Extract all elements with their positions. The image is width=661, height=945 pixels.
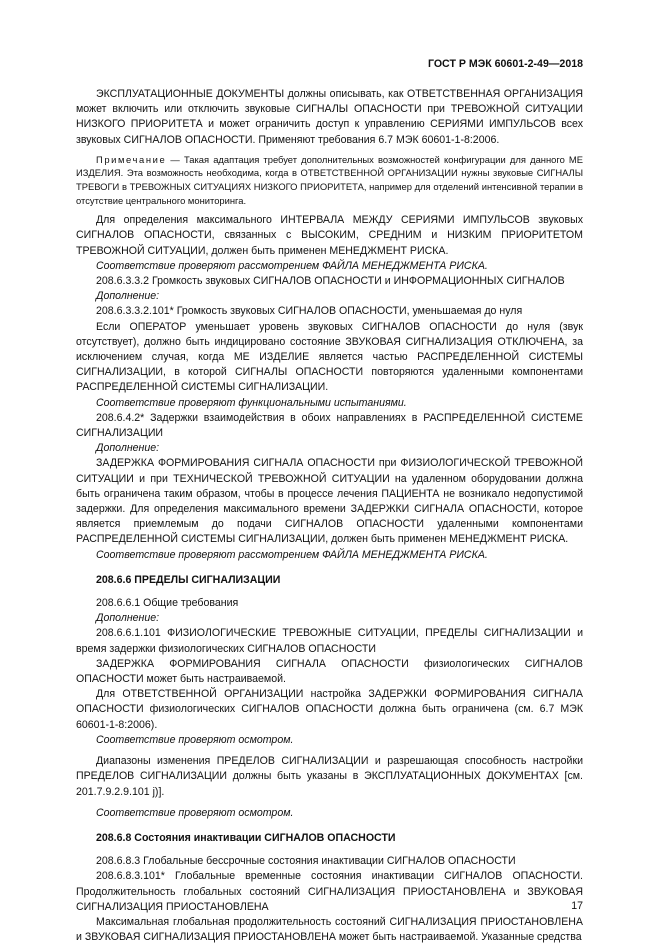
compliance-text: Соответствие проверяют осмотром.: [96, 806, 294, 819]
clause-title: 208.6.3.3.2 Громкость звуковых СИГНАЛОВ ОПАСНОСТИ и ИНФОРМАЦИОННЫХ СИГНАЛОВ: [96, 275, 565, 287]
document-header: ГОСТ Р МЭК 60601-2-49—2018: [427, 58, 583, 70]
section-heading: 208.6.8 Состояния инактивации СИГНАЛОВ ОПАСНОСТИ: [96, 831, 396, 844]
note-label: Примечание: [96, 153, 167, 165]
paragraph: Для ОТВЕТСТВЕННОЙ ОРГАНИЗАЦИИ настройка ЗАДЕРЖКИ ФОРМИРОВАНИЯ СИГНАЛА ОПАСНОСТИ физиологических СИГНАЛОВ ОПАСНОСТИ должна быть ограничена (см. 6.7 МЭК 60601-1-8:2006).: [76, 688, 583, 731]
addition-label: Дополнение:: [96, 612, 160, 625]
paragraph: ЗАДЕРЖКА ФОРМИРОВАНИЯ СИГНАЛА ОПАСНОСТИ физиологических СИГНАЛОВ ОПАСНОСТИ может быть настраиваемой.: [76, 657, 583, 686]
clause-title: 208.6.3.3.2.101* Громкость звуковых СИГНАЛОВ ОПАСНОСТИ, уменьшаемая до нуля: [96, 305, 523, 318]
addition-label: Дополнение:: [96, 290, 160, 303]
paragraph: ЭКСПЛУАТАЦИОННЫЕ ДОКУМЕНТЫ должны описывать, как ОТВЕТСТВЕННАЯ ОРГАНИЗАЦИЯ может включить или отключить звуковые СИГНАЛЫ ОПАСНОСТИ при ТРЕВОЖНОЙ СИТУАЦИИ НИЗКОГО ПРИОРИТЕТА и может ограничить доступ к управлению СЕРИЯМИ ИМПУЛЬСОВ всех звуковых СИГНАЛОВ ОПАСНОСТИ. Применяют требования 6.7 МЭК 60601-1-8:2006.: [76, 88, 583, 146]
paragraph: ЗАДЕРЖКА ФОРМИРОВАНИЯ СИГНАЛА ОПАСНОСТИ при ФИЗИОЛОГИЧЕСКОЙ ТРЕВОЖНОЙ СИТУАЦИИ и при ТЕХНИЧЕСКОЙ ТРЕВОЖНОЙ СИТУАЦИИ на удаленном оборудовании должна быть ограничена таким образом, чтобы в процессе лечения ПАЦИЕНТА не возникало недопустимой задержки. Для определения максимального времени ЗАДЕРЖКИ СИГНАЛА ОПАСНОСТИ, которое является приемлемым до подачи СИГНАЛОВ ОПАСНОСТИ удаленными компонентами РАСПРЕДЕЛЕННОЙ СИСТЕМЫ СИГНАЛИЗАЦИИ, должен быть применен МЕНЕДЖМЕНТ РИСКА.: [76, 457, 583, 546]
clause-title: 208.6.6.1.101 ФИЗИОЛОГИЧЕСКИЕ ТРЕВОЖНЫЕ СИТУАЦИИ, ПРЕДЕЛЫ СИГНАЛИЗАЦИИ и время задержки физиологических СИГНАЛОВ ОПАСНОСТИ: [76, 627, 583, 655]
compliance-text: Соответствие проверяют рассмотрением ФАЙЛА МЕНЕДЖМЕНТА РИСКА.: [96, 259, 488, 272]
compliance-text: Соответствие проверяют функциональными испытаниями.: [96, 396, 407, 409]
page-number: 17: [571, 900, 583, 912]
page-content: [76, 87, 583, 945]
paragraph: Если ОПЕРАТОР уменьшает уровень звуковых СИГНАЛОВ ОПАСНОСТИ до нуля (звук отсутствует), должно быть индицировано состояние ЗВУКОВАЯ СИГНАЛИЗАЦИЯ ОТКЛЮЧЕНА, за исключением случая, когда МЕ ИЗДЕЛИЕ является частью РАСПРЕДЕЛЕННОЙ СИСТЕМЫ СИГНАЛИЗАЦИИ, в которой СИГНАЛЫ ОПАСНОСТИ повторяются удаленными компонентами РАСПРЕДЕЛЕННОЙ СИСТЕМЫ СИГНАЛИЗАЦИИ.: [76, 320, 583, 394]
compliance-text: Соответствие проверяют осмотром.: [96, 733, 294, 746]
paragraph: Для определения максимального ИНТЕРВАЛА МЕЖДУ СЕРИЯМИ ИМПУЛЬСОВ звуковых СИГНАЛОВ ОПАСНОСТИ, связанных с ВЫСОКИМ, СРЕДНИМ и НИЗКИМ ПРИОРИТЕТОМ ТРЕВОЖНОЙ СИТУАЦИИ, должен быть применен МЕНЕДЖМЕНТ РИСКА.: [76, 214, 583, 257]
paragraph: Максимальная глобальная продолжительность состояний СИГНАЛИЗАЦИЯ ПРИОСТАНОВЛЕНА и ЗВУКОВАЯ СИГНАЛИЗАЦИЯ ПРИОСТАНОВЛЕНА может быть настраиваемой. Указанные средства: [76, 915, 583, 944]
note-dash: —: [166, 153, 184, 165]
clause-title: 208.6.8.3 Глобальные бессрочные состояния инактивации СИГНАЛОВ ОПАСНОСТИ: [96, 855, 516, 868]
clause-title: 208.6.8.3.101* Глобальные временные состояния инактивации СИГНАЛОВ ОПАСНОСТИ. Продолжительность глобальных состояний СИГНАЛИЗАЦИЯ ПРИОСТАНОВЛЕНА и ЗВУКОВАЯ СИГНАЛИЗАЦИЯ ПРИОСТАНОВЛЕНА: [76, 870, 583, 913]
paragraph: Диапазоны изменения ПРЕДЕЛОВ СИГНАЛИЗАЦИИ и разрешающая способность настройки ПРЕДЕЛОВ СИГНАЛИЗАЦИИ должны быть указаны в ЭКСПЛУАТАЦИОННЫХ ДОКУМЕНТАХ [см. 201.7.9.2.9.101 j)].: [76, 755, 583, 798]
section-heading: 208.6.6 ПРЕДЕЛЫ СИГНАЛИЗАЦИИ: [96, 573, 281, 586]
clause-title: 208.6.6.1 Общие требования: [96, 597, 239, 610]
compliance-text: Соответствие проверяют рассмотрением ФАЙЛА МЕНЕДЖМЕНТА РИСКА.: [96, 548, 488, 561]
note: [76, 153, 583, 207]
addition-label: Дополнение:: [96, 442, 160, 455]
note-text: Такая адаптация требует дополнительных возможностей конфигурации для данного МЕ ИЗДЕЛИЯ. Эта возможность необходима, когда в ОТВЕТСТВЕННОЙ ОРГАНИЗАЦИИ нужны звуковые СИГНАЛЫ ТРЕВОГИ в ТРЕВОЖНЫХ СИТУАЦИЯХ НИЗКОГО ПРИОРИТЕТА, например для отделений интенсивной терапии в отсутствие центрального мониторинга.: [76, 153, 583, 206]
clause-title: 208.6.4.2* Задержки взаимодействия в обоих направлениях в РАСПРЕДЕЛЕННОЙ СИСТЕМЕ СИГНАЛИЗАЦИИ: [76, 411, 583, 440]
